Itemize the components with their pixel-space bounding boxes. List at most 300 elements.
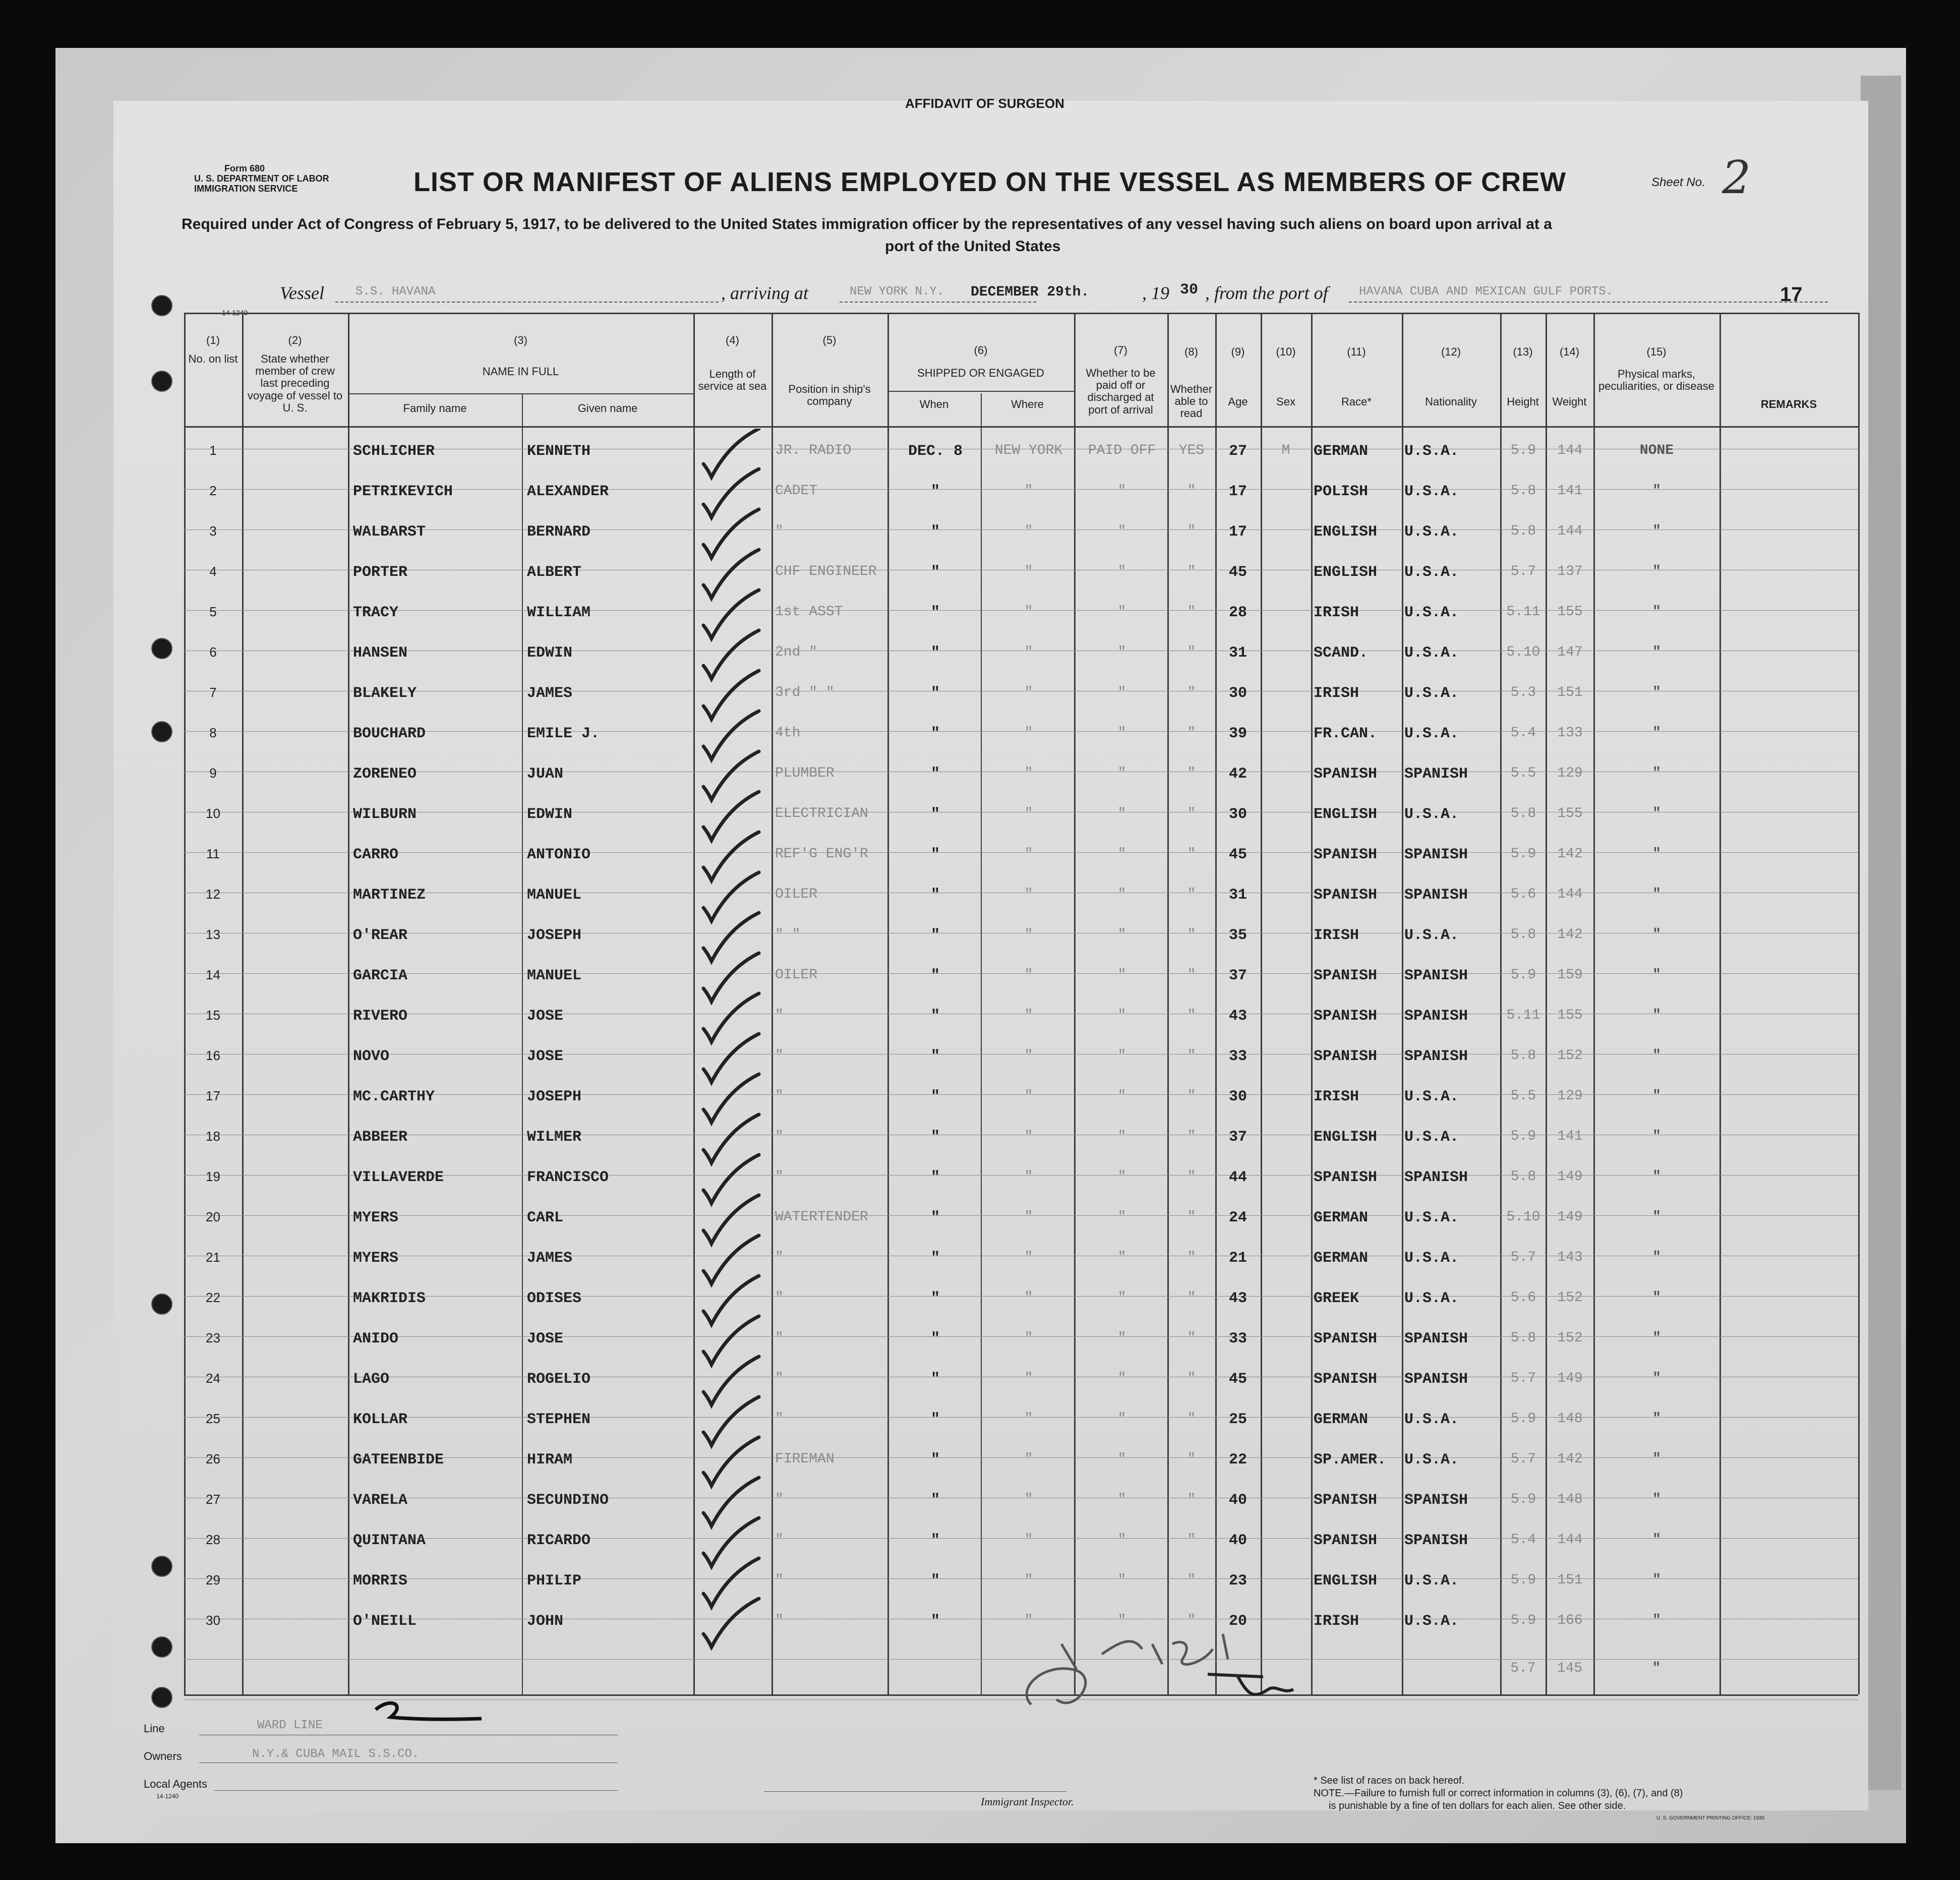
cell-weight: 129 <box>1557 1088 1583 1104</box>
cell-weight: 144 <box>1557 887 1583 902</box>
cell-height: 5.10 <box>1506 1209 1540 1225</box>
cell-age: 40 <box>1228 1532 1247 1549</box>
cell-given: WILLIAM <box>527 604 591 621</box>
cell-given: STEPHEN <box>527 1411 591 1428</box>
cell-nat: U.S.A. <box>1404 443 1459 460</box>
cell-height: 5.8 <box>1510 806 1536 821</box>
cell-age: 28 <box>1228 604 1247 621</box>
cell-where: " <box>1024 1451 1033 1467</box>
cell-read: " <box>1187 846 1196 862</box>
cell-marks: " <box>1652 1613 1661 1628</box>
cell-paid: " <box>1117 564 1126 579</box>
cell-marks: " <box>1652 483 1661 499</box>
cell-given: FRANCISCO <box>527 1169 609 1186</box>
col-10-number: (10) <box>1276 345 1296 358</box>
cell-weight: 149 <box>1557 1209 1583 1225</box>
cell-read: " <box>1187 1129 1196 1144</box>
cell-position: " <box>775 1572 784 1588</box>
cell-family: SCHLICHER <box>353 443 435 460</box>
cell-race: SPANISH <box>1314 846 1378 863</box>
cell-read: " <box>1187 1371 1196 1386</box>
cell-given: HIRAM <box>527 1451 573 1468</box>
cell-height: 5.8 <box>1510 927 1536 943</box>
cell-no: 27 <box>206 1492 220 1507</box>
cell-given: KENNETH <box>527 443 591 460</box>
cell-age: 44 <box>1228 1169 1247 1186</box>
cell-nat: U.S.A. <box>1404 564 1459 581</box>
cell-paid: " <box>1117 1209 1126 1225</box>
cell-family: WALBARST <box>353 523 426 541</box>
col-4-number: (4) <box>726 334 739 346</box>
col-2-number: (2) <box>288 334 302 346</box>
owners-value: N.Y.& CUBA MAIL S.S.CO. <box>252 1747 420 1761</box>
cell-family: BLAKELY <box>353 685 417 702</box>
col-6-header: SHIPPED OR ENGAGED <box>917 367 1044 379</box>
cell-position: " <box>775 1129 784 1144</box>
cell-where: " <box>1024 604 1033 620</box>
cell-age: 30 <box>1228 806 1247 823</box>
cell-no: 19 <box>206 1169 220 1184</box>
cell-height: 5.5 <box>1510 1088 1536 1104</box>
cell-no: 18 <box>206 1129 220 1144</box>
cell-race: ENGLISH <box>1314 564 1378 581</box>
col-9-number: (9) <box>1231 345 1245 358</box>
family-name-header: Family name <box>403 402 467 415</box>
cell-height: 5.6 <box>1510 1290 1536 1306</box>
cell-no: 16 <box>206 1048 220 1063</box>
cell-given: WILMER <box>527 1129 582 1146</box>
cell-paid: " <box>1117 523 1126 539</box>
cell-height: 5.8 <box>1510 483 1536 499</box>
cell-race: GERMAN <box>1314 1250 1369 1267</box>
agents-label: Local Agents <box>144 1778 207 1790</box>
from-port-label: , from the port of <box>1205 283 1328 303</box>
vessel-name: S.S. HAVANA <box>355 285 436 299</box>
col-14-number: (14) <box>1559 345 1580 358</box>
cell-read: " <box>1187 1613 1196 1628</box>
cell-age: 35 <box>1228 927 1247 944</box>
cell-height: 5.8 <box>1510 523 1536 539</box>
cell-nat: SPANISH <box>1404 967 1468 984</box>
cell-no: 24 <box>206 1371 220 1386</box>
cell-marks: " <box>1652 1371 1661 1386</box>
cell-nat: SPANISH <box>1404 1169 1468 1186</box>
cell-given: SECUNDINO <box>527 1492 609 1509</box>
cell-given: ALEXANDER <box>527 483 609 500</box>
col-12-header: Nationality <box>1425 395 1477 408</box>
cell-family: MYERS <box>353 1209 399 1226</box>
affidavit-heading: AFFIDAVIT OF SURGEON <box>905 96 1064 111</box>
cell-where: " <box>1024 967 1033 983</box>
cell-race: ENGLISH <box>1314 523 1378 541</box>
punch-hole <box>151 1556 172 1577</box>
cell-nat: SPANISH <box>1404 1532 1468 1549</box>
cell-paid: " <box>1117 1532 1126 1548</box>
when-header: When <box>919 398 949 410</box>
cell-read: " <box>1187 1088 1196 1104</box>
cell-weight: 137 <box>1557 564 1583 579</box>
cell-marks: NONE <box>1639 443 1674 458</box>
cell-position: 2nd " <box>775 644 818 660</box>
cell-given: JOSEPH <box>527 1088 582 1105</box>
cell-race: ENGLISH <box>1314 1129 1378 1146</box>
cell-no: 1 <box>209 443 217 458</box>
cell-read: " <box>1187 1451 1196 1467</box>
sheet-label: Sheet No. <box>1651 175 1705 189</box>
cell-read: " <box>1187 644 1196 660</box>
cell-when: " <box>930 1532 940 1549</box>
punch-hole <box>151 371 172 392</box>
col-5-number: (5) <box>822 334 837 346</box>
cell-read: " <box>1187 927 1196 943</box>
cell-position: " <box>775 1330 784 1346</box>
cell-weight: 155 <box>1557 604 1583 620</box>
cell-weight: 143 <box>1557 1250 1583 1265</box>
agents-code: 14-1240 <box>156 1793 179 1800</box>
cell-when: " <box>930 604 940 621</box>
cell-where: " <box>1024 887 1033 902</box>
cell-when: " <box>930 685 940 702</box>
col-15-number: (15) <box>1646 345 1667 358</box>
cell-paid: " <box>1117 1250 1126 1265</box>
cell-no: 28 <box>206 1532 220 1547</box>
cell-marks: " <box>1652 1169 1661 1185</box>
owners-underline <box>199 1762 618 1763</box>
cell-no: 11 <box>206 846 220 861</box>
cell-position: OILER <box>775 887 818 902</box>
cell-paid: " <box>1117 1290 1126 1306</box>
cell-weight: 141 <box>1557 1129 1583 1144</box>
cell-race: ENGLISH <box>1314 1572 1378 1590</box>
cell-where: " <box>1024 1008 1033 1023</box>
col-9-header: Age <box>1228 395 1248 408</box>
cell-family: TRACY <box>353 604 399 621</box>
cell-given: CARL <box>527 1209 564 1226</box>
cell-when: " <box>930 1290 940 1307</box>
cell-paid: " <box>1117 1048 1126 1064</box>
cell-age: 45 <box>1228 846 1247 863</box>
column-divider <box>1215 313 1217 1694</box>
cell-race: GERMAN <box>1314 1209 1369 1226</box>
cell-read: " <box>1187 887 1196 902</box>
col-6-number: (6) <box>974 344 988 357</box>
cell-no: 23 <box>206 1330 220 1345</box>
arriving-port: NEW YORK N.Y. <box>850 285 944 299</box>
cell-when: " <box>930 1250 940 1267</box>
cell-no: 21 <box>206 1250 220 1265</box>
punch-hole <box>151 295 172 316</box>
cell-when: " <box>930 1129 940 1146</box>
extra-row-marks: " <box>1652 1661 1661 1676</box>
cell-race: GERMAN <box>1314 1411 1369 1428</box>
cell-position: " <box>775 1532 784 1548</box>
cell-nat: U.S.A. <box>1404 604 1459 621</box>
cell-race: SPANISH <box>1314 766 1378 783</box>
cell-read: YES <box>1178 443 1205 458</box>
cell-race: IRISH <box>1314 1088 1359 1105</box>
cell-when: " <box>930 644 940 662</box>
col-5-header: Position in ship's company <box>788 383 871 408</box>
cell-family: O'REAR <box>353 927 408 944</box>
arriving-label: , arriving at <box>721 283 809 303</box>
cell-where: " <box>1024 1613 1033 1628</box>
cell-family: PETRIKEVICH <box>353 483 453 500</box>
cell-marks: " <box>1652 806 1661 821</box>
cell-weight: 144 <box>1557 523 1583 539</box>
column-divider <box>1593 313 1595 1694</box>
arrival-date: DECEMBER 29th. <box>971 284 1090 300</box>
cell-no: 13 <box>206 927 220 942</box>
arriving-underline <box>840 302 1036 303</box>
cell-weight: 159 <box>1557 967 1583 983</box>
cell-age: 33 <box>1228 1048 1247 1065</box>
cell-when: " <box>930 523 940 541</box>
cell-race: SPANISH <box>1314 1048 1378 1065</box>
col-7-number: (7) <box>1114 344 1127 357</box>
cell-height: 5.11 <box>1506 1008 1540 1023</box>
cell-family: CARRO <box>353 846 399 863</box>
cell-paid: " <box>1117 725 1126 741</box>
cell-when: " <box>930 1492 940 1509</box>
cell-where: " <box>1024 927 1033 943</box>
cell-paid: " <box>1117 887 1126 902</box>
cell-marks: " <box>1652 927 1661 943</box>
cell-given: JOSE <box>527 1008 564 1025</box>
cell-nat: SPANISH <box>1404 766 1468 783</box>
cell-height: 5.7 <box>1510 1451 1536 1467</box>
cell-where: " <box>1024 1088 1033 1104</box>
line-value: WARD LINE <box>257 1719 323 1732</box>
cell-race: FR.CAN. <box>1314 725 1378 742</box>
cell-nat: SPANISH <box>1404 1048 1468 1065</box>
column-divider <box>184 313 186 1694</box>
cell-read: " <box>1187 1330 1196 1346</box>
cell-weight: 149 <box>1557 1169 1583 1185</box>
cell-given: ANTONIO <box>527 846 591 863</box>
extra-row-weight: 145 <box>1557 1661 1583 1676</box>
cell-marks: " <box>1652 1492 1661 1507</box>
cell-no: 12 <box>206 887 220 902</box>
cell-height: 5.8 <box>1510 1330 1536 1346</box>
form-number: Form 680 <box>224 163 265 173</box>
cell-age: 23 <box>1228 1572 1247 1590</box>
cell-given: ROGELIO <box>527 1371 591 1388</box>
cell-paid: " <box>1117 604 1126 620</box>
line-label: Line <box>144 1722 165 1735</box>
cell-weight: 141 <box>1557 483 1583 499</box>
cell-age: 42 <box>1228 766 1247 783</box>
footnote-note: NOTE.—Failure to furnish full or correct information in columns (3), (6), (7), and (8) <box>1314 1788 1683 1799</box>
cell-paid: " <box>1117 1451 1126 1467</box>
cell-age: 30 <box>1228 1088 1247 1105</box>
cell-nat: U.S.A. <box>1404 1129 1459 1146</box>
cell-height: 5.9 <box>1510 1411 1536 1427</box>
cell-race: SP.AMER. <box>1314 1451 1387 1468</box>
where-header: Where <box>1011 398 1044 410</box>
form-info <box>194 163 329 194</box>
cell-nat: U.S.A. <box>1404 927 1459 944</box>
column-divider <box>348 313 349 1694</box>
cell-where: " <box>1024 766 1033 781</box>
cell-given: JAMES <box>527 685 573 702</box>
cell-height: 5.11 <box>1506 604 1540 620</box>
cell-family: MC.CARTHY <box>353 1088 435 1105</box>
cell-height: 5.9 <box>1510 846 1536 862</box>
cell-family: HANSEN <box>353 644 408 662</box>
footnote-fine: is punishable by a fine of ten dollars for each alien. See other side. <box>1329 1800 1626 1811</box>
cell-position: " <box>775 1250 784 1265</box>
cell-given: JOSEPH <box>527 927 582 944</box>
cell-nat: U.S.A. <box>1404 1290 1459 1307</box>
sheet-number: 2 <box>1722 151 1751 204</box>
cell-weight: 148 <box>1557 1492 1583 1507</box>
cell-family: ABBEER <box>353 1129 408 1146</box>
cell-no: 22 <box>206 1290 220 1305</box>
from-port: HAVANA CUBA AND MEXICAN GULF PORTS. <box>1359 285 1614 299</box>
cell-when: " <box>930 1451 940 1468</box>
cell-paid: " <box>1117 1572 1126 1588</box>
checkmark <box>703 429 759 477</box>
cell-race: IRISH <box>1314 604 1359 621</box>
cell-read: " <box>1187 766 1196 781</box>
department-name: U. S. DEPARTMENT OF LABOR <box>194 173 329 184</box>
cell-given: RICARDO <box>527 1532 591 1549</box>
cell-nat: U.S.A. <box>1404 685 1459 702</box>
col-11-header: Race* <box>1341 395 1372 408</box>
cell-age: 37 <box>1228 967 1247 984</box>
cell-when: " <box>930 1572 940 1590</box>
cell-no: 7 <box>209 685 217 700</box>
cell-paid: " <box>1117 806 1126 821</box>
cell-read: " <box>1187 725 1196 741</box>
cell-marks: " <box>1652 1129 1661 1144</box>
cell-height: 5.9 <box>1510 1572 1536 1588</box>
cell-given: MANUEL <box>527 887 582 904</box>
cell-no: 6 <box>209 644 217 660</box>
cell-given: JOHN <box>527 1613 564 1630</box>
cell-read: " <box>1187 523 1196 539</box>
vessel-label: Vessel <box>280 283 324 303</box>
cell-position: WATERTENDER <box>775 1209 868 1225</box>
printer-imprint: U. S. GOVERNMENT PRINTING OFFICE: 1930 <box>1656 1815 1765 1821</box>
cell-weight: 155 <box>1557 1008 1583 1023</box>
cell-read: " <box>1187 1169 1196 1185</box>
cell-race: SPANISH <box>1314 1169 1378 1186</box>
cell-marks: " <box>1652 1048 1661 1064</box>
punch-hole <box>151 1687 172 1708</box>
cell-age: 43 <box>1228 1290 1247 1307</box>
cell-read: " <box>1187 967 1196 983</box>
cell-age: 43 <box>1228 1008 1247 1025</box>
cell-position: " " <box>775 927 801 943</box>
column-divider <box>1311 313 1313 1694</box>
cell-weight: 142 <box>1557 1451 1583 1467</box>
cell-position: 4th <box>775 725 801 741</box>
cell-where: NEW YORK <box>994 443 1063 458</box>
cell-family: ANIDO <box>353 1330 399 1347</box>
cell-height: 5.9 <box>1510 1129 1536 1144</box>
cell-paid: PAID OFF <box>1088 443 1156 458</box>
col-4-header: Length of service at sea <box>698 368 767 393</box>
column-divider <box>522 393 523 1694</box>
cell-weight: 142 <box>1557 927 1583 943</box>
cell-race: SPANISH <box>1314 1371 1378 1388</box>
column-divider <box>1402 313 1403 1694</box>
punch-hole <box>151 721 172 742</box>
cell-height: 5.7 <box>1510 1371 1536 1386</box>
cell-family: RIVERO <box>353 1008 408 1025</box>
cell-weight: 133 <box>1557 725 1583 741</box>
column-divider <box>771 313 773 1694</box>
cell-paid: " <box>1117 1008 1126 1023</box>
cell-position: " <box>775 1048 784 1064</box>
cell-read: " <box>1187 604 1196 620</box>
cell-paid: " <box>1117 1371 1126 1386</box>
cell-age: 31 <box>1228 644 1247 662</box>
cell-race: ENGLISH <box>1314 806 1378 823</box>
cell-nat: SPANISH <box>1404 1492 1468 1509</box>
cell-marks: " <box>1652 1250 1661 1265</box>
cell-where: " <box>1024 1572 1033 1588</box>
cell-race: SPANISH <box>1314 1532 1378 1549</box>
cell-where: " <box>1024 564 1033 579</box>
cell-weight: 144 <box>1557 443 1583 458</box>
cell-read: " <box>1187 1209 1196 1225</box>
cell-nat: SPANISH <box>1404 1008 1468 1025</box>
cell-race: POLISH <box>1314 483 1369 500</box>
cell-marks: " <box>1652 1008 1661 1023</box>
cell-family: NOVO <box>353 1048 390 1065</box>
cell-race: IRISH <box>1314 1613 1359 1630</box>
cell-read: " <box>1187 1411 1196 1427</box>
vessel-underline <box>335 302 719 303</box>
cell-marks: " <box>1652 725 1661 741</box>
cell-where: " <box>1024 1209 1033 1225</box>
cell-height: 5.5 <box>1510 766 1536 781</box>
cell-family: ZORENEO <box>353 766 417 783</box>
cell-paid: " <box>1117 927 1126 943</box>
col-1-header: No. on list <box>188 352 238 365</box>
cell-where: " <box>1024 725 1033 741</box>
cell-position: " <box>775 1411 784 1427</box>
cell-where: " <box>1024 1330 1033 1346</box>
cell-where: " <box>1024 1492 1033 1507</box>
cell-nat: U.S.A. <box>1404 1209 1459 1226</box>
cell-race: GREEK <box>1314 1290 1359 1307</box>
table-top-border <box>184 313 1858 314</box>
cell-marks: " <box>1652 1088 1661 1104</box>
cell-where: " <box>1024 846 1033 862</box>
cell-when: " <box>930 1008 940 1025</box>
column-divider <box>981 393 982 1694</box>
cell-nat: SPANISH <box>1404 1371 1468 1388</box>
cell-age: 33 <box>1228 1330 1247 1347</box>
cell-weight: 148 <box>1557 1411 1583 1427</box>
cell-height: 5.6 <box>1510 887 1536 902</box>
cell-family: VARELA <box>353 1492 408 1509</box>
cell-read: " <box>1187 806 1196 821</box>
inspector-signature <box>1001 1614 1303 1725</box>
cell-race: SPANISH <box>1314 1008 1378 1025</box>
cell-paid: " <box>1117 483 1126 499</box>
cell-sex: M <box>1281 443 1290 458</box>
cell-when: " <box>930 725 940 742</box>
cell-weight: 144 <box>1557 1532 1583 1548</box>
cell-nat: SPANISH <box>1404 846 1468 863</box>
cell-family: MORRIS <box>353 1572 408 1590</box>
cell-weight: 129 <box>1557 766 1583 781</box>
cell-weight: 151 <box>1557 1572 1583 1588</box>
